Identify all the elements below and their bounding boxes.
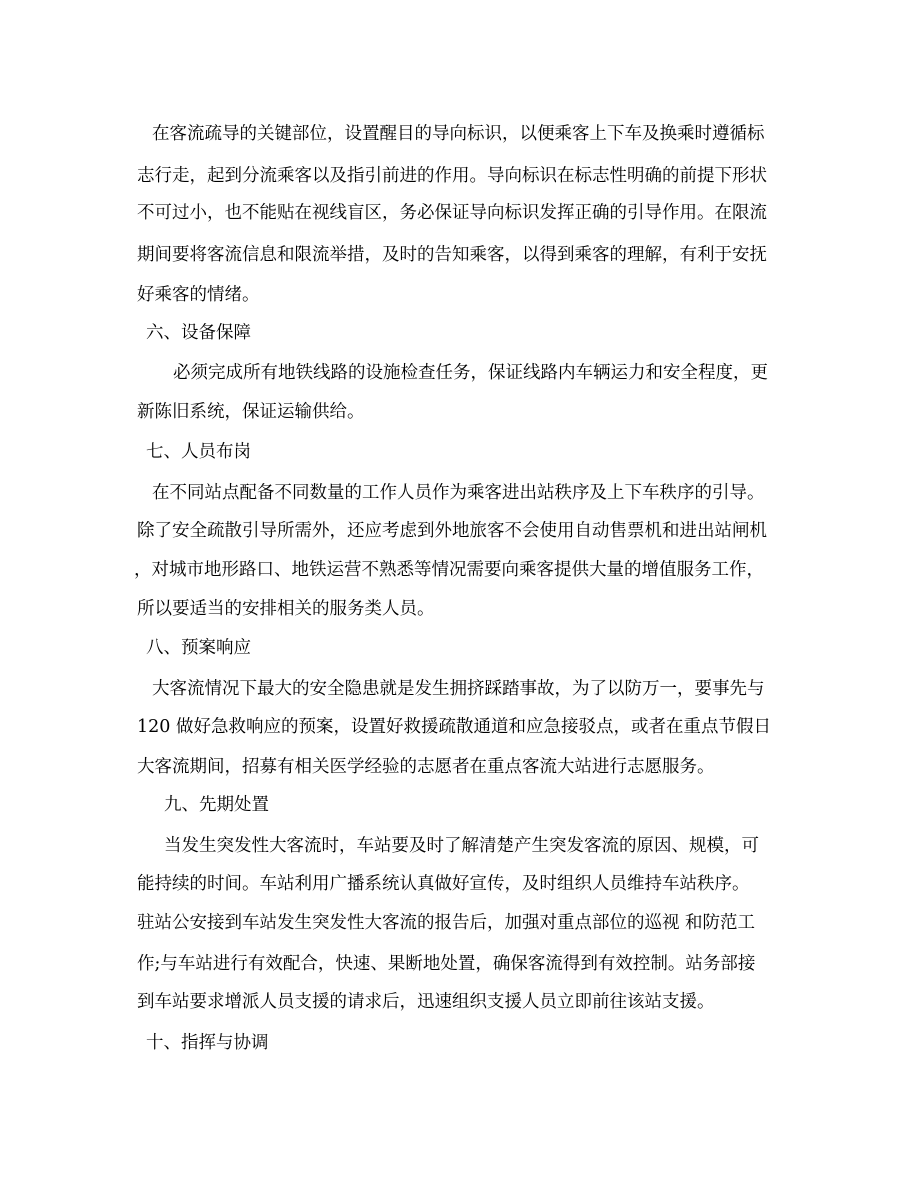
paragraph-line: 所以要适当的安排相关的服务类人员。 bbox=[137, 599, 435, 619]
paragraph-line: 在不同站点配备不同数量的工作人员作为乘客进出站秩序及上下车秩序的引导。 bbox=[152, 483, 765, 503]
section-heading: 七、人员布岗 bbox=[146, 442, 251, 462]
paragraph-line: ，对城市地形路口、地铁运营不熟悉等情况需要向乘客提供大量的增值服务工作， bbox=[134, 560, 764, 580]
paragraph-line: 驻站公安接到车站发生突发性大客流的报告后，加强对重点部位的巡视 和防范工 bbox=[137, 913, 756, 933]
paragraph-line: 当发生突发性大客流时，车站要及时了解清楚产生突发客流的原因、规模，可 bbox=[164, 836, 759, 856]
paragraph-line: 作;与车站进行有效配合，快速、果断地处置，确保客流得到有效控制。站务部接 bbox=[137, 954, 756, 974]
section-heading: 十、指挥与协调 bbox=[146, 1033, 269, 1053]
paragraph-line: 好乘客的情绪。 bbox=[137, 285, 260, 305]
paragraph-line: 大客流情况下最大的安全隐患就是发生拥挤踩踏事故，为了以防万一，要事先与 bbox=[152, 679, 765, 699]
paragraph-line: 120 做好急救响应的预案，设置好救援疏散通道和应急接驳点，或者在重点节假日 bbox=[137, 717, 771, 737]
paragraph-line: 必须完成所有地铁线路的设施检查任务，保证线路内车辆运力和安全程度，更 bbox=[173, 363, 768, 383]
paragraph-line: 除了安全疏散引导所需外，还应考虑到外地旅客不会使用自动售票机和进出站闸机 bbox=[137, 521, 767, 541]
paragraph-line: 不可过小，也不能贴在视线盲区，务必保证导向标识发挥正确的引导作用。在限流 bbox=[137, 203, 767, 223]
paragraph-line: 新陈旧系统，保证运输供给。 bbox=[137, 402, 365, 422]
paragraph-line: 期间要将客流信息和限流举措，及时的告知乘客，以得到乘客的理解，有利于安抚 bbox=[137, 245, 767, 265]
section-heading: 八、预案响应 bbox=[146, 638, 251, 658]
paragraph-line: 在客流疏导的关键部位，设置醒目的导向标识，以便乘客上下车及换乘时遵循标 bbox=[152, 124, 765, 144]
paragraph-line: 能持续的时间。车站利用广播系统认真做好宣传，及时组织人员维持车站秩序。 bbox=[137, 874, 750, 894]
section-heading: 六、设备保障 bbox=[146, 323, 251, 343]
paragraph-line: 志行走，起到分流乘客以及指引前进的作用。导向标识在标志性明确的前提下形状 bbox=[137, 166, 767, 186]
section-heading: 九、先期处置 bbox=[164, 795, 269, 815]
paragraph-line: 到车站要求增派人员支援的请求后，迅速组织支援人员立即前往该站支援。 bbox=[137, 992, 715, 1012]
paragraph-line: 大客流期间，招募有相关医学经验的志愿者在重点客流大站进行志愿服务。 bbox=[137, 757, 715, 777]
